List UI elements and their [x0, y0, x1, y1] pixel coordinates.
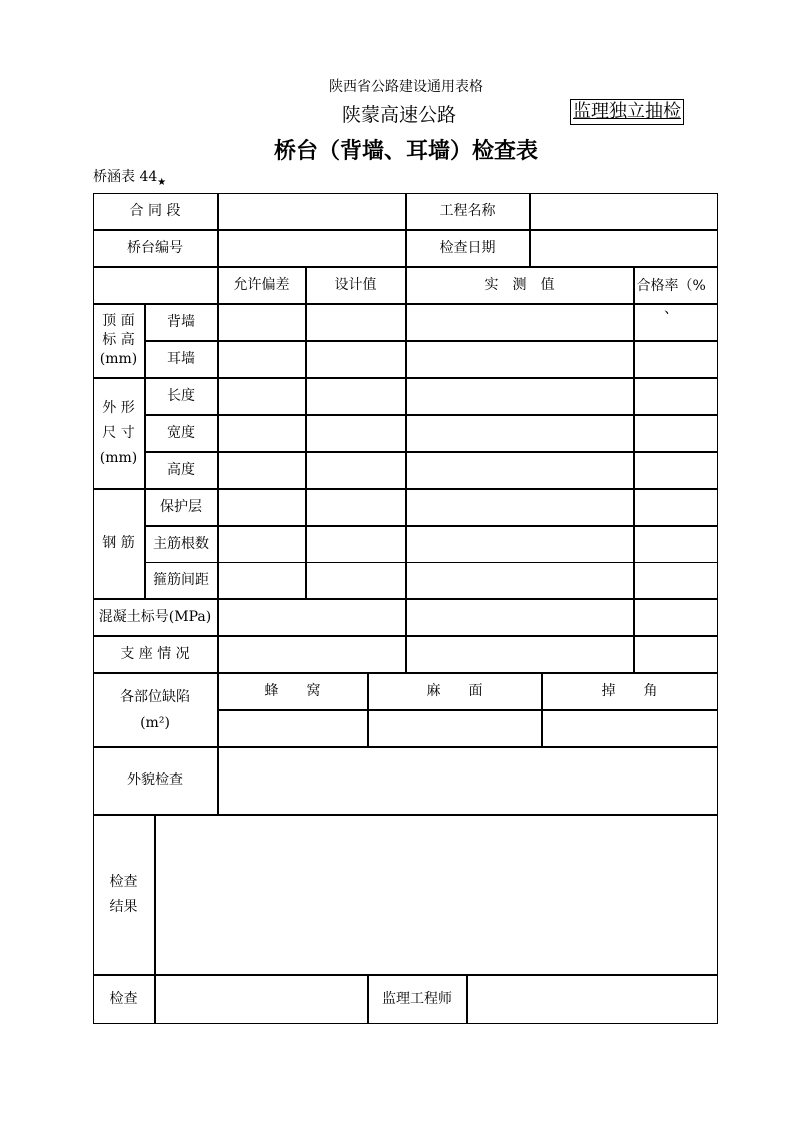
honeycomb-cell[interactable] [218, 710, 368, 747]
pass-rate-header: 合格率（% 、 [634, 267, 718, 304]
measured-header: 实 测 值 [406, 267, 634, 304]
item-label: 宽度 [145, 415, 218, 452]
pass-rate-cell[interactable] [634, 341, 718, 378]
project-name-label: 工程名称 [406, 193, 530, 230]
result-cell[interactable] [155, 815, 718, 975]
concrete-pass-cell[interactable] [634, 599, 718, 636]
measured-cell[interactable] [406, 526, 634, 563]
contract-label: 合 同 段 [93, 193, 218, 230]
tolerance-header: 允许偏差 [218, 267, 306, 304]
check-date-label: 检查日期 [406, 230, 530, 267]
item-label: 背墙 [145, 304, 218, 341]
measured-cell[interactable] [406, 341, 634, 378]
engineer-label: 监理工程师 [368, 975, 467, 1024]
honeycomb-header: 蜂 窝 [218, 673, 368, 710]
measured-cell[interactable] [406, 489, 634, 526]
inspector-label: 检查 [93, 975, 155, 1024]
page-title: 桥台（背墙、耳墙）检查表 [273, 139, 538, 164]
pass-rate-cell[interactable] [634, 304, 718, 341]
tolerance-cell[interactable] [218, 341, 306, 378]
bearing-label: 支 座 情 况 [93, 636, 218, 673]
blank-header [93, 267, 218, 304]
measured-cell[interactable] [406, 415, 634, 452]
design-cell[interactable] [306, 489, 406, 526]
tolerance-cell[interactable] [218, 489, 306, 526]
form-number: 桥涵表 $44_★$ [93, 169, 167, 188]
tolerance-cell[interactable] [218, 526, 306, 563]
concrete-measured-cell[interactable] [406, 599, 634, 636]
tolerance-cell[interactable] [218, 415, 306, 452]
corner-loss-header: 掉 角 [542, 673, 718, 710]
bearing-pass-cell[interactable] [634, 636, 718, 673]
pass-rate-cell[interactable] [634, 452, 718, 489]
design-cell[interactable] [306, 415, 406, 452]
design-cell[interactable] [306, 341, 406, 378]
item-label: 长度 [145, 378, 218, 415]
result-label: 检查 结果 [93, 815, 155, 975]
abutment-no-label: 桥台编号 [93, 230, 218, 267]
design-cell[interactable] [306, 304, 406, 341]
design-cell[interactable] [306, 526, 406, 563]
measured-cell[interactable] [406, 562, 634, 599]
item-label: 高度 [145, 452, 218, 489]
dimensions-label: 外 形 尺 寸 (mm) [93, 378, 145, 489]
corner-loss-cell[interactable] [542, 710, 718, 747]
item-label: 耳墙 [145, 341, 218, 378]
pass-rate-cell[interactable] [634, 526, 718, 563]
defects-label: 各部位缺陷 (m²) [93, 673, 218, 747]
stamp: 监理独立抽检 [570, 99, 684, 125]
pitted-surface-cell[interactable] [368, 710, 542, 747]
pass-rate-cell[interactable] [634, 378, 718, 415]
project-name-field[interactable] [530, 193, 718, 230]
bearing-measured-cell[interactable] [406, 636, 634, 673]
design-cell[interactable] [306, 452, 406, 489]
concrete-design-cell[interactable] [218, 599, 406, 636]
measured-cell[interactable] [406, 452, 634, 489]
design-cell[interactable] [306, 562, 406, 599]
appearance-label: 外貌检查 [93, 747, 218, 815]
org-title: 陕西省公路建设通用表格 [329, 79, 483, 95]
check-date-field[interactable] [530, 230, 718, 267]
tolerance-cell[interactable] [218, 562, 306, 599]
form-number-text: 桥涵表 44 [93, 169, 158, 185]
design-header: 设计值 [306, 267, 406, 304]
item-label: 主筋根数 [145, 526, 218, 563]
engineer-cell[interactable] [467, 975, 718, 1024]
pass-rate-cell[interactable] [634, 562, 718, 599]
tolerance-cell[interactable] [218, 452, 306, 489]
tolerance-cell[interactable] [218, 304, 306, 341]
design-cell[interactable] [306, 378, 406, 415]
measured-cell[interactable] [406, 304, 634, 341]
project-title: 陕蒙高速公路 [342, 104, 457, 126]
abutment-no-field[interactable] [218, 230, 406, 267]
tolerance-cell[interactable] [218, 378, 306, 415]
item-label: 保护层 [145, 489, 218, 526]
pitted-surface-header: 麻 面 [368, 673, 542, 710]
pass-rate-cell[interactable] [634, 489, 718, 526]
item-label: 箍筋间距 [145, 562, 218, 599]
bearing-design-cell[interactable] [218, 636, 406, 673]
pass-rate-cell[interactable] [634, 415, 718, 452]
inspector-cell[interactable] [155, 975, 368, 1024]
concrete-grade-label: 混凝土标号(MPa) [93, 599, 218, 636]
contract-field[interactable] [218, 193, 406, 230]
top-elevation-label: 顶 面 标 高 (mm) [93, 304, 145, 378]
rebar-label: 钢 筋 [93, 489, 145, 599]
appearance-cell[interactable] [218, 747, 718, 815]
measured-cell[interactable] [406, 378, 634, 415]
